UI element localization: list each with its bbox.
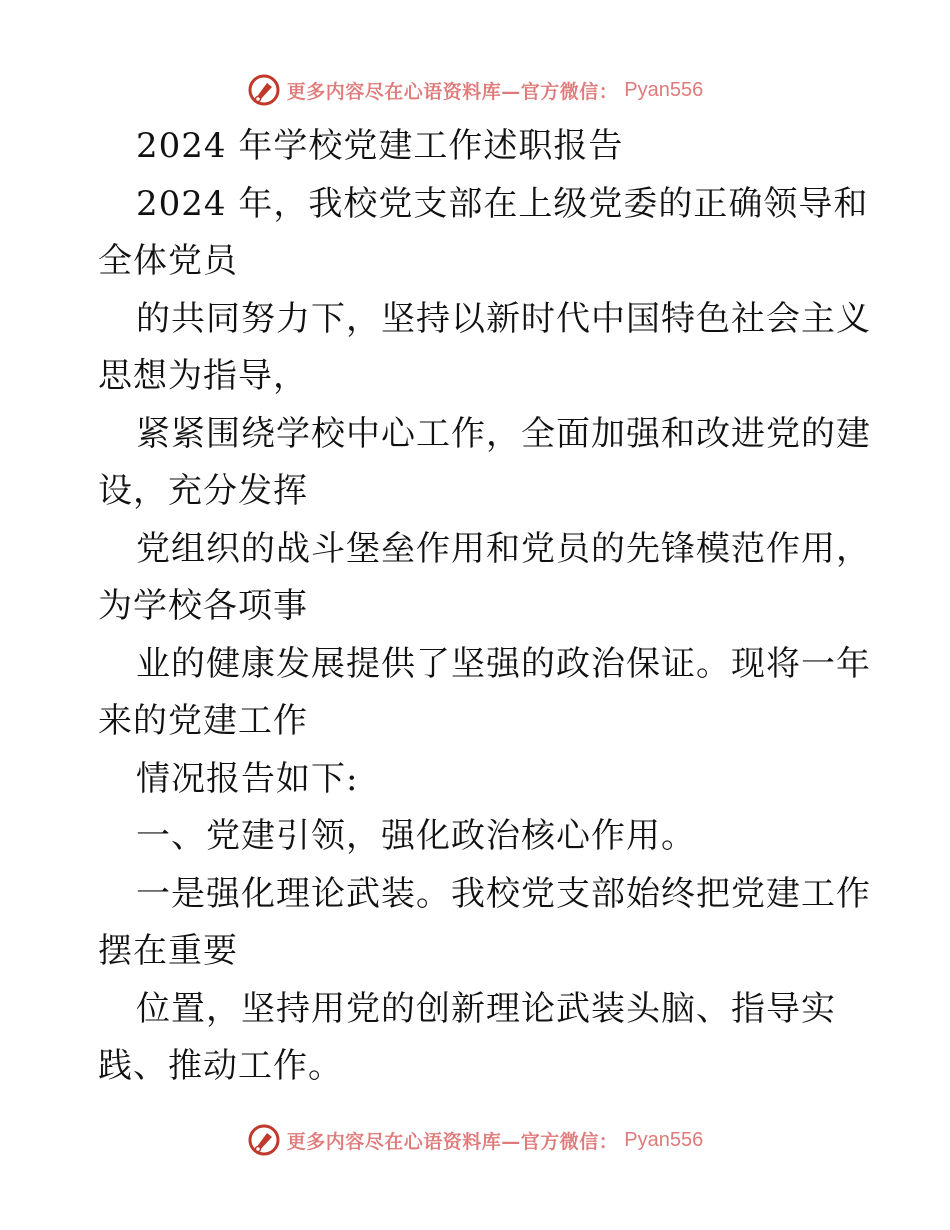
paragraph-line: 思想为指导， [98, 356, 308, 396]
watermark-text: 更多内容尽在心语资料库—官方微信： [286, 1130, 619, 1153]
paragraph-line: 紧紧围绕学校中心工作，全面加强和改进党的建 [136, 413, 871, 454]
paragraph-line: 来的党建工作 [98, 701, 308, 741]
section-heading: 一、党建引领，强化政治核心作用。 [136, 816, 696, 856]
paragraph-line: 为学校各项事 [98, 586, 308, 626]
paragraph-line: 党组织的战斗堡垒作用和党员的先锋模范作用， [136, 528, 871, 569]
paragraph-line: 设，充分发挥 [98, 471, 308, 511]
paragraph-line: 践、推动工作。 [98, 1046, 343, 1086]
pen-nib-logo-icon [247, 1123, 281, 1157]
watermark-text: 更多内容尽在心语资料库—官方微信： [286, 80, 619, 103]
document-body [98, 118, 871, 1096]
header-watermark-banner [0, 70, 950, 110]
paragraph-line: 全体党员 [98, 241, 238, 281]
watermark-wechat-id: Pyan556 [624, 1128, 704, 1151]
paragraph-line: 位置，坚持用党的创新理论武装头脑、指导实 [136, 988, 836, 1029]
paragraph-line: 2024 年，我校党支部在上级党委的正确领导和 [136, 183, 869, 224]
paragraph-line: 摆在重要 [98, 931, 238, 971]
paragraph-line: 情况报告如下: [136, 758, 359, 799]
paragraph-line: 的共同努力下，坚持以新时代中国特色社会主义 [136, 298, 871, 339]
footer-watermark-banner [0, 1120, 950, 1160]
paragraph-line: 一是强化理论武装。我校党支部始终把党建工作 [136, 873, 871, 914]
document-title: 2024 年学校党建工作述职报告 [136, 126, 624, 166]
pen-nib-logo-icon [247, 73, 281, 107]
watermark-wechat-id: Pyan556 [624, 78, 704, 101]
paragraph-line: 业的健康发展提供了坚强的政治保证。现将一年 [136, 643, 871, 684]
